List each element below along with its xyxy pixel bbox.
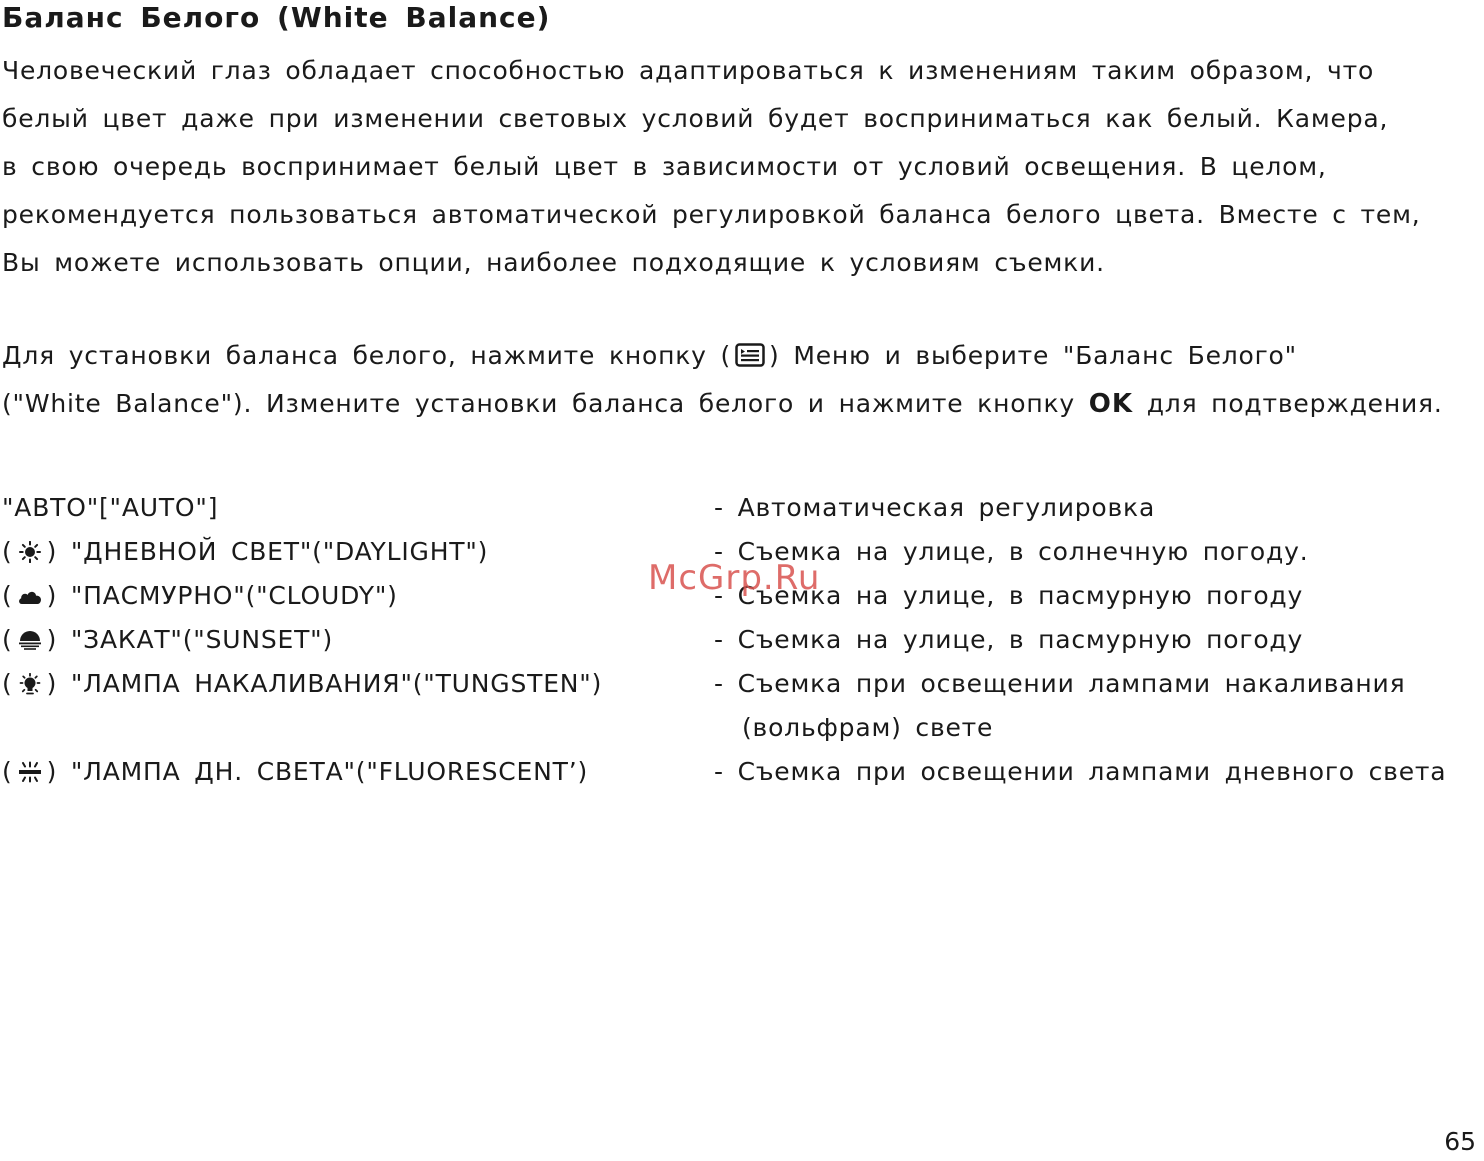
instruction-text: для подтверждения. — [1146, 389, 1443, 418]
option-row-fluorescent — [2, 750, 1482, 794]
instruction-line-1 — [2, 332, 1482, 380]
menu-button-icon — [735, 343, 765, 367]
option-label-group: ( ) "ЗАКАТ"("SUNSET") — [2, 625, 334, 654]
watermark: McGrp.Ru — [648, 558, 821, 598]
option-row-auto — [2, 486, 1482, 530]
instruction-text: ("White Balance"). Измените установки баланса белого и нажмите кнопку — [2, 389, 1075, 418]
intro-paragraph — [2, 47, 1472, 287]
option-description: - Съемка при освещении лампами дневного света — [714, 757, 1447, 786]
intro-line: Вы можете использовать опции, наиболее подходящие к условиям съемки. — [2, 248, 1105, 277]
page-title: Баланс Белого (White Balance) — [2, 1, 551, 34]
intro-line: Человеческий глаз обладает способностью адаптироваться к изменениям таким образом, что — [2, 56, 1375, 85]
option-label: ) "ЛАМПА НАКАЛИВАНИЯ"("TUNGSTEN") — [46, 669, 603, 698]
option-label: ) "ДНЕВНОЙ СВЕТ"("DAYLIGHT") — [46, 537, 489, 566]
option-label: ) "ПАСМУРНО"("CLOUDY") — [46, 581, 398, 610]
fluorescent-lamp-icon — [17, 761, 43, 783]
option-row-sunset — [2, 618, 1482, 662]
option-label-group: ( ) "ЛАМПА ДН. СВЕТА"("FLUORESCENT’) — [2, 757, 589, 786]
ok-key-label: OK — [1088, 389, 1133, 419]
instruction-text: Для установки баланса белого, нажмите кнопку ( — [2, 341, 732, 370]
option-description-continued: (вольфрам) свете — [742, 713, 994, 742]
intro-line: рекомендуется пользоваться автоматической регулировкой баланса белого цвета. Вместе с тем, — [2, 200, 1421, 229]
tungsten-bulb-icon — [17, 673, 43, 695]
instruction-paragraph — [2, 332, 1482, 428]
option-label: ) "ЛАМПА ДН. СВЕТА"("FLUORESCENT’) — [46, 757, 589, 786]
instruction-text: ) Меню и выберите "Баланс Белого" — [769, 341, 1297, 370]
option-description: - Съемка на улице, в пасмурную погоду — [714, 625, 1304, 654]
option-label-group: ( ) "ЛАМПА НАКАЛИВАНИЯ"("TUNGSTEN") — [2, 669, 603, 698]
option-label: ) "ЗАКАТ"("SUNSET") — [46, 625, 334, 654]
option-description: - Съемка на улице, в солнечную погоду. — [714, 537, 1309, 566]
instruction-line-2 — [2, 380, 1482, 428]
option-label-group: ( ) "ДНЕВНОЙ СВЕТ"("DAYLIGHT") — [2, 537, 489, 566]
page-number: 65 — [1444, 1127, 1476, 1156]
sun-icon — [17, 541, 43, 563]
intro-line: в свою очередь воспринимает белый цвет в зависимости от условий освещения. В целом, — [2, 152, 1327, 181]
option-label-group: ( ) "ПАСМУРНО"("CLOUDY") — [2, 581, 398, 610]
intro-line: белый цвет даже при изменении световых условий будет восприниматься как белый. Камера, — [2, 104, 1389, 133]
option-description: - Съемка на улице, в пасмурную погоду — [714, 581, 1304, 610]
option-row-tungsten — [2, 662, 1482, 706]
cloud-icon — [17, 585, 43, 607]
option-row-tungsten-continued — [2, 706, 1482, 750]
sunset-icon — [17, 629, 43, 651]
option-label: "АВТО"["AUTO"] — [2, 493, 219, 522]
white-balance-options — [2, 486, 1482, 794]
option-description: - Съемка при освещении лампами накаливания — [714, 669, 1406, 698]
option-description: - Автоматическая регулировка — [714, 493, 1156, 522]
